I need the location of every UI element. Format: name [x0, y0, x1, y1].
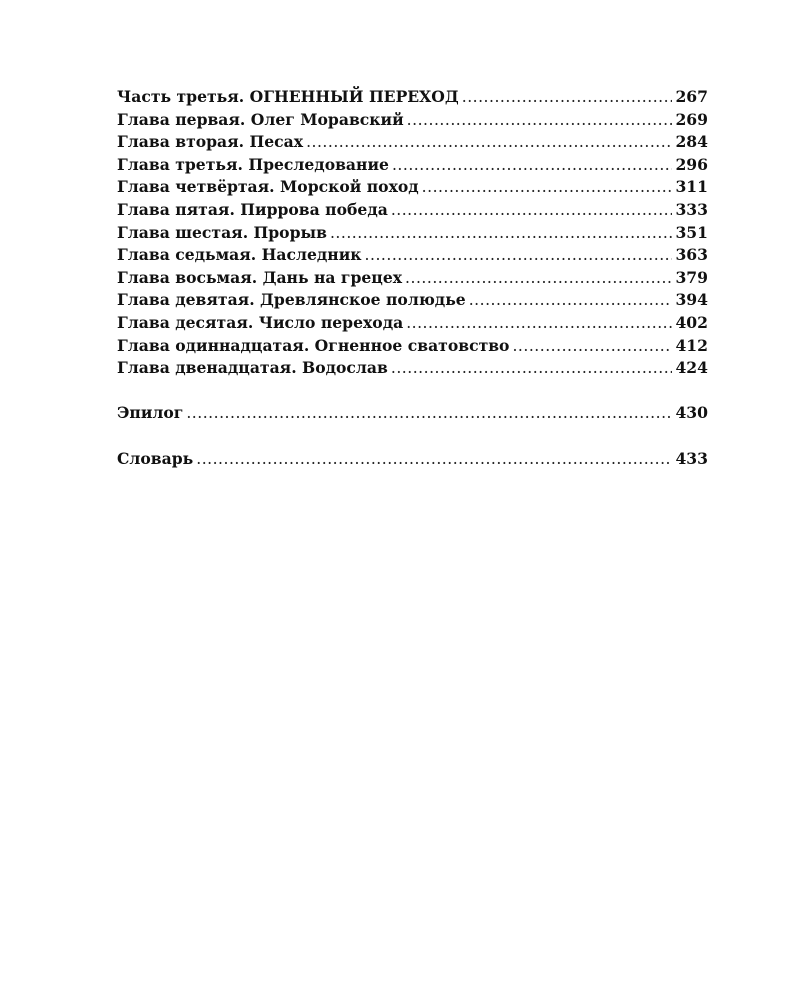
table-of-contents — [117, 86, 708, 470]
toc-entry-page: 333 — [675, 199, 708, 219]
dot-leader — [391, 199, 673, 222]
toc-entry-chapter-6[interactable] — [117, 222, 708, 245]
dot-leader — [422, 176, 673, 199]
toc-entry-page: 433 — [675, 448, 708, 468]
toc-entry-title: Глава третья. Преследование — [117, 154, 389, 174]
toc-entry-chapter-2[interactable] — [117, 131, 708, 154]
toc-entry-title: Глава первая. Олег Моравский — [117, 109, 404, 129]
toc-entry-page: 412 — [675, 335, 708, 355]
dot-leader — [512, 335, 672, 358]
dot-leader — [469, 289, 673, 312]
dot-leader — [407, 109, 673, 132]
toc-entry-page: 267 — [675, 87, 708, 106]
toc-entry-chapter-7[interactable] — [117, 244, 708, 267]
dot-leader — [186, 402, 672, 425]
toc-entry-title: Эпилог — [117, 403, 184, 423]
toc-entry-page: 284 — [675, 132, 708, 152]
toc-entry-page: 379 — [675, 267, 708, 287]
toc-entry-title: Глава восьмая. Дань на грецех — [117, 267, 403, 287]
toc-entry-chapter-10[interactable] — [117, 312, 708, 335]
toc-entry-title: Глава пятая. Пиррова победа — [117, 199, 388, 219]
toc-entry-title: Глава седьмая. Наследник — [117, 245, 362, 265]
toc-entry-title: Глава вторая. Песах — [117, 132, 304, 152]
toc-entry-epilogue[interactable] — [117, 402, 708, 425]
dot-leader — [392, 154, 672, 177]
toc-entry-page: 363 — [675, 245, 708, 265]
dot-leader — [391, 357, 673, 380]
toc-entry-title: Словарь — [117, 448, 194, 468]
toc-entry-title: Глава одиннадцатая. Огненное сватовство — [117, 335, 510, 355]
dot-leader — [462, 86, 673, 109]
spacer — [117, 425, 708, 448]
dot-leader — [306, 131, 672, 154]
toc-entry-title: Часть третья. ОГНЕННЫЙ ПЕРЕХОД — [117, 87, 459, 106]
toc-entry-chapter-8[interactable] — [117, 267, 708, 290]
toc-entry-title: Глава шестая. Прорыв — [117, 222, 327, 242]
toc-entry-chapter-9[interactable] — [117, 289, 708, 312]
toc-entry-title: Глава девятая. Древлянское полюдье — [117, 290, 466, 310]
dot-leader — [406, 312, 672, 335]
toc-entry-page: 424 — [675, 358, 708, 378]
dot-leader — [365, 244, 673, 267]
toc-entry-page: 351 — [675, 222, 708, 242]
toc-entry-chapter-11[interactable] — [117, 335, 708, 358]
toc-entry-glossary[interactable] — [117, 448, 708, 471]
dot-leader — [330, 222, 672, 245]
toc-entry-chapter-4[interactable] — [117, 176, 708, 199]
toc-entry-page: 402 — [675, 312, 708, 332]
toc-entry-title: Глава двенадцатая. Водослав — [117, 358, 388, 378]
toc-entry-page: 296 — [675, 154, 708, 174]
toc-entry-title: Глава четвёртая. Морской поход — [117, 177, 419, 197]
toc-entry-chapter-3[interactable] — [117, 154, 708, 177]
dot-leader — [196, 448, 672, 471]
toc-entry-title: Глава десятая. Число перехода — [117, 312, 404, 332]
toc-entry-page: 394 — [675, 290, 708, 310]
toc-entry-part-three[interactable] — [117, 86, 708, 109]
toc-entry-page: 269 — [675, 109, 708, 129]
toc-entry-chapter-1[interactable] — [117, 109, 708, 132]
toc-entry-chapter-5[interactable] — [117, 199, 708, 222]
toc-entry-page: 430 — [675, 403, 708, 423]
dot-leader — [405, 267, 672, 290]
toc-entry-chapter-12[interactable] — [117, 357, 708, 380]
spacer — [117, 380, 708, 403]
toc-entry-page: 311 — [675, 177, 708, 197]
